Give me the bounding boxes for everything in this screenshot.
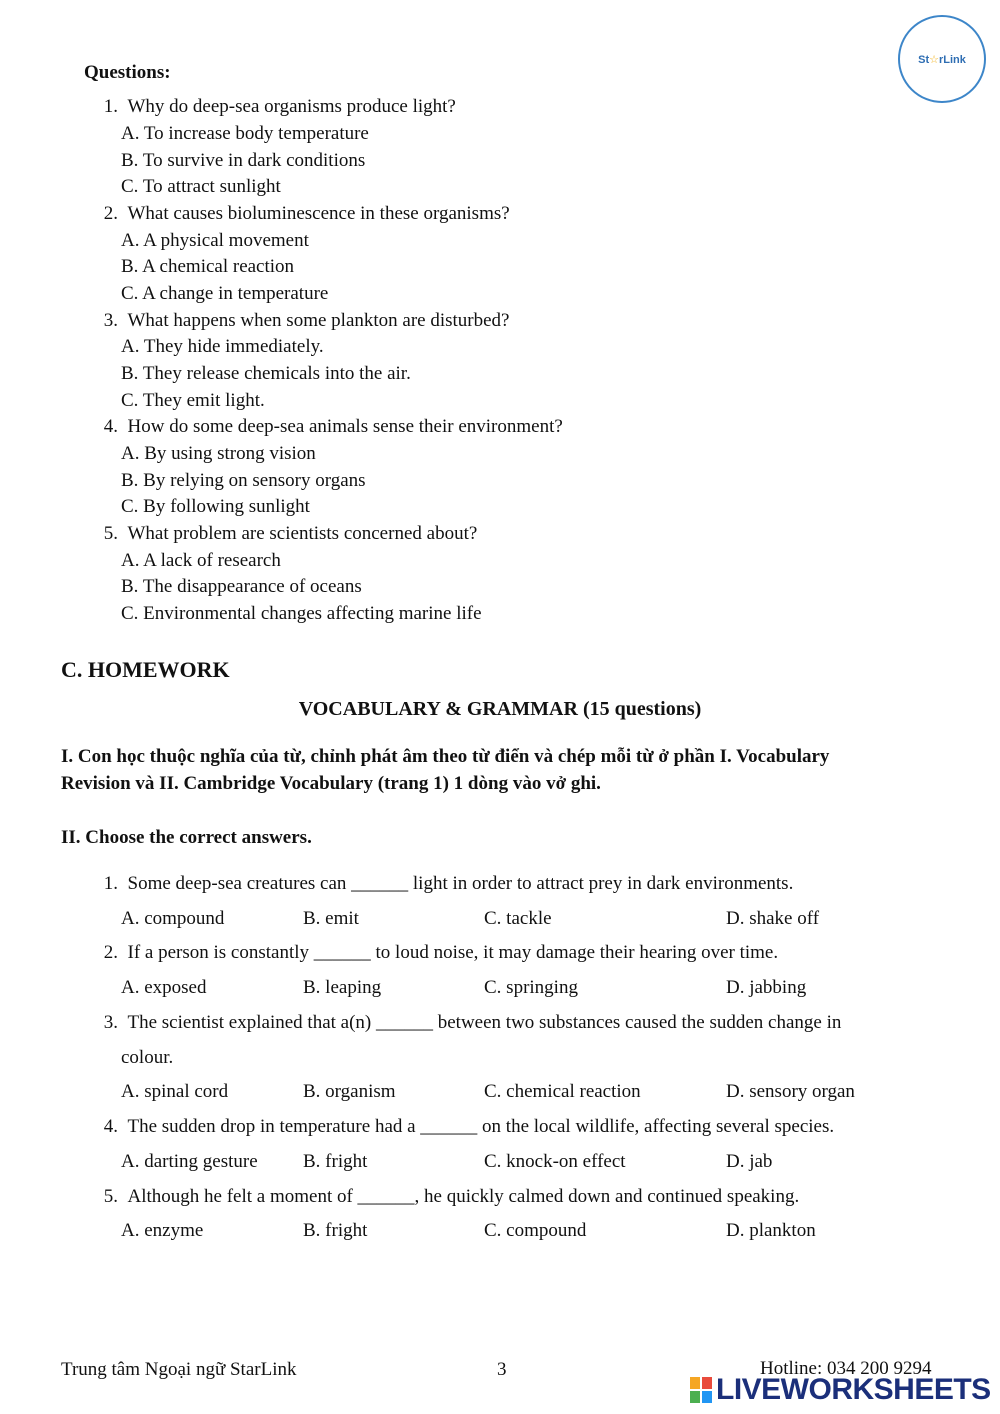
item-3-option-a: A. spinal cord: [121, 1081, 229, 1102]
option-5c: C. Environmental changes affecting marine life: [121, 603, 482, 624]
option-2c: C. A change in temperature: [121, 283, 329, 304]
footer-hotline: Hotline: 034 200 9294: [760, 1358, 932, 1379]
item-5: 5. Although he felt a moment of ______, he quickly calmed down and continued speaking.: [103, 1186, 800, 1207]
option-4b: B. By relying on sensory organs: [121, 470, 366, 491]
star-icon: ☆: [929, 53, 939, 66]
item-2-option-d: D. jabbing: [726, 977, 807, 998]
item-4-option-c: C. knock-on effect: [484, 1151, 626, 1172]
option-2b: B. A chemical reaction: [121, 256, 295, 277]
option-1c: C. To attract sunlight: [121, 176, 281, 197]
option-5b: B. The disappearance of oceans: [121, 576, 362, 597]
item-5-option-a: A. enzyme: [121, 1220, 204, 1241]
item-3-option-b: B. organism: [303, 1081, 396, 1102]
item-4: 4. The sudden drop in temperature had a ______ on the local wildlife, affecting several species.: [103, 1116, 835, 1137]
item-5-option-c: C. compound: [484, 1220, 587, 1241]
option-1b: B. To survive in dark conditions: [121, 150, 366, 171]
item-1-option-d: D. shake off: [726, 908, 820, 929]
item-2-option-a: A. exposed: [121, 977, 207, 998]
question-2: 2. What causes bioluminescence in these organisms?: [103, 203, 510, 224]
question-1: 1. Why do deep-sea organisms produce light?: [103, 96, 456, 117]
option-4c: C. By following sunlight: [121, 496, 310, 517]
option-3a: A. They hide immediately.: [121, 336, 324, 357]
item-2-option-c: C. springing: [484, 977, 578, 998]
option-3c: C. They emit light.: [121, 390, 265, 411]
option-4a: A. By using strong vision: [121, 443, 316, 464]
footer-page-number: 3: [497, 1359, 507, 1380]
option-3b: B. They release chemicals into the air.: [121, 363, 411, 384]
question-5: 5. What problem are scientists concerned about?: [103, 523, 478, 544]
option-2a: A. A physical movement: [121, 230, 309, 251]
item-4-option-b: B. fright: [303, 1151, 368, 1172]
item-5-option-d: D. plankton: [726, 1220, 816, 1241]
option-1a: A. To increase body temperature: [121, 123, 369, 144]
item-2-option-b: B. leaping: [303, 977, 382, 998]
item-1-option-c: C. tackle: [484, 908, 552, 929]
item-1-option-a: A. compound: [121, 908, 225, 929]
item-4-option-d: D. jab: [726, 1151, 773, 1172]
item-2: 2. If a person is constantly ______ to loud noise, it may damage their hearing over time.: [103, 942, 779, 963]
instruction-2: II. Choose the correct answers.: [61, 827, 312, 848]
item-1-option-b: B. emit: [303, 908, 359, 929]
question-4: 4. How do some deep-sea animals sense their environment?: [103, 416, 563, 437]
item-3-continuation: colour.: [121, 1047, 174, 1068]
item-4-option-a: A. darting gesture: [121, 1151, 258, 1172]
homework-heading: C. HOMEWORK: [61, 657, 230, 682]
item-3-option-d: D. sensory organ: [726, 1081, 855, 1102]
liveworksheets-icon: [690, 1377, 712, 1403]
instruction-1: I. Con học thuộc nghĩa của từ, chỉnh phát âm theo từ điển và chép mỗi từ ở phần I. Vocabulary Revision và II. Cambridge Vocabulary (trang 1) 1 dòng vào vở ghi.: [61, 746, 830, 794]
logo-text: St☆rLink: [918, 53, 966, 66]
liveworksheets-watermark: [690, 1375, 991, 1405]
liveworksheets-text: LIVEWORKSHEETS: [716, 1373, 991, 1406]
starlink-logo: [898, 15, 986, 103]
option-5a: A. A lack of research: [121, 550, 281, 571]
question-3: 3. What happens when some plankton are disturbed?: [103, 310, 510, 331]
item-3: 3. The scientist explained that a(n) ______ between two substances caused the sudden change in: [103, 1012, 842, 1033]
item-1: 1. Some deep-sea creatures can ______ light in order to attract prey in dark environments.: [103, 873, 794, 894]
homework-subheading: VOCABULARY & GRAMMAR (15 questions): [298, 698, 702, 720]
item-5-option-b: B. fright: [303, 1220, 368, 1241]
questions-heading: Questions:: [84, 62, 171, 83]
footer-center-name: Trung tâm Ngoại ngữ StarLink: [61, 1359, 297, 1380]
item-3-option-c: C. chemical reaction: [484, 1081, 641, 1102]
